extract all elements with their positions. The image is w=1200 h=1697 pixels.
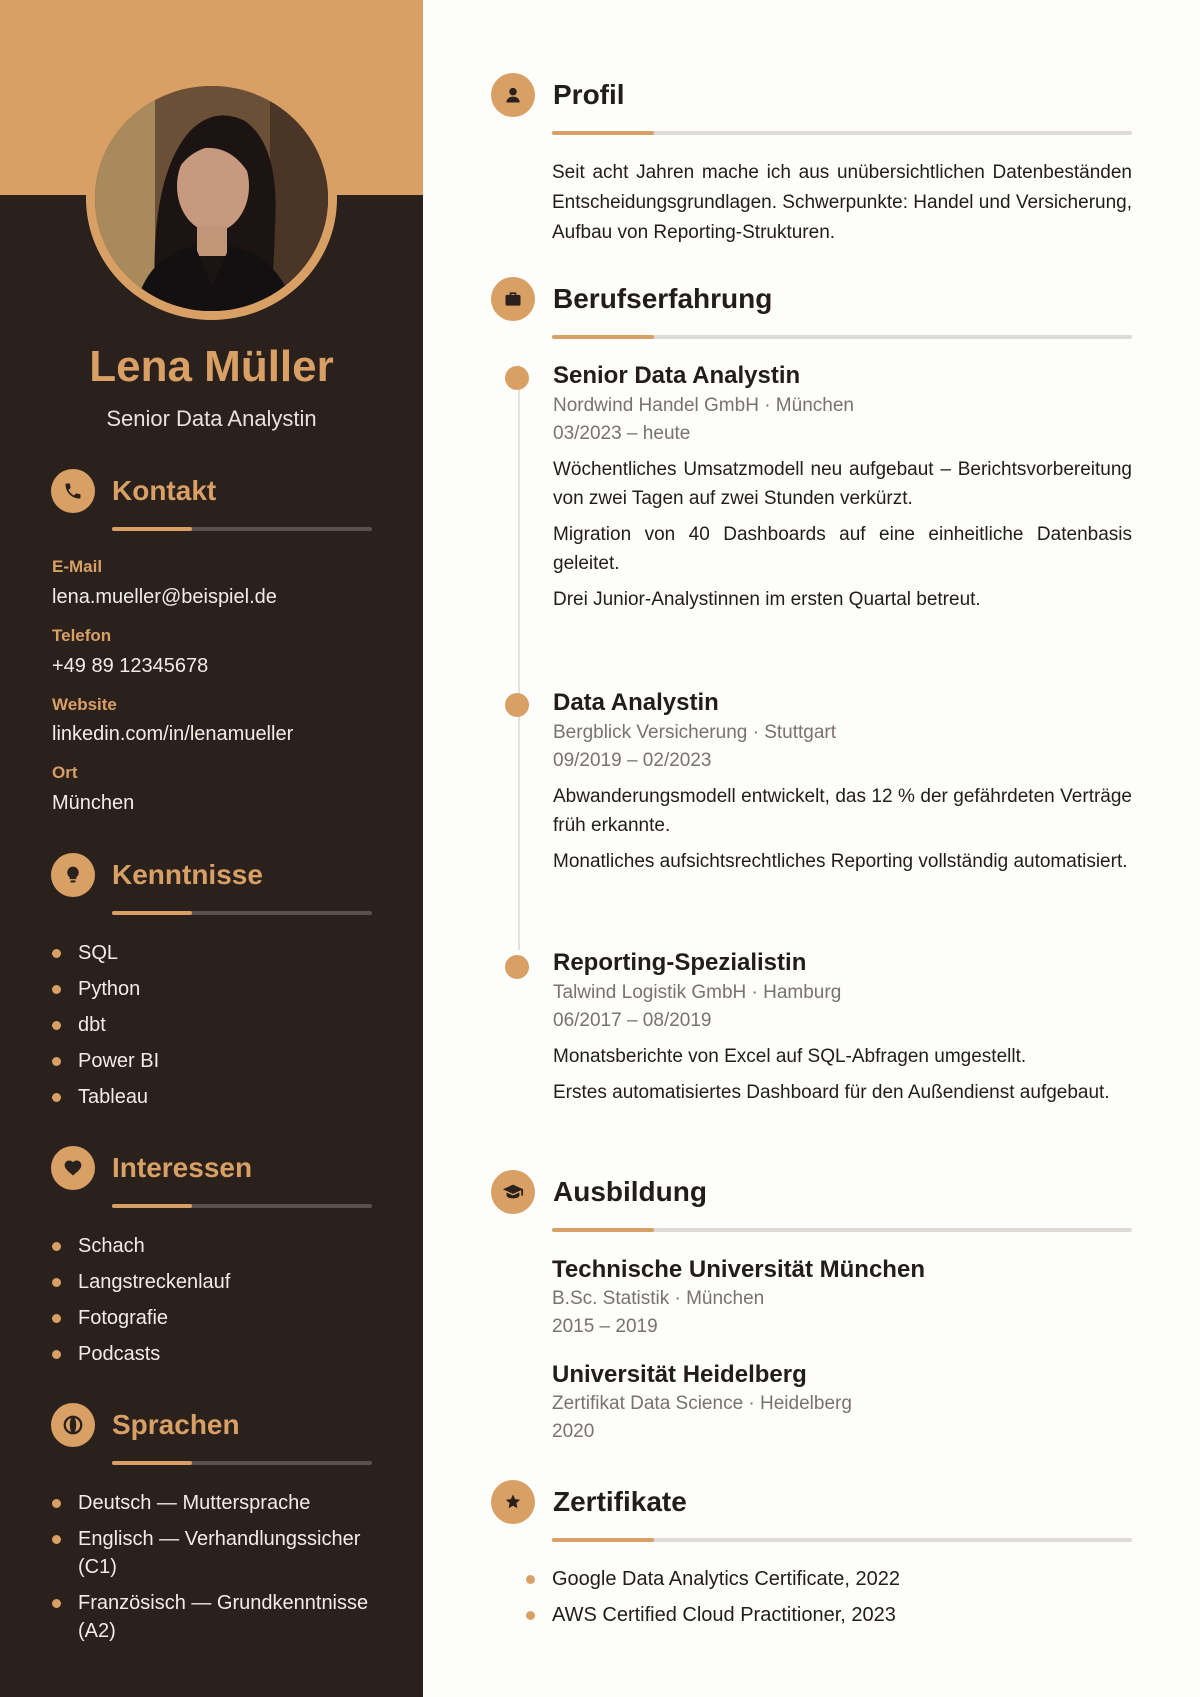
education-institution: Universität Heidelberg	[552, 1361, 807, 1388]
avatar-portrait	[95, 86, 328, 311]
star-badge-icon	[491, 1480, 535, 1524]
education-degree: Zertifikat Data Science · Heidelberg	[552, 1393, 852, 1414]
list-item: SQL	[52, 939, 372, 967]
section-title: Berufserfahrung	[553, 283, 773, 314]
timeline-dot	[505, 366, 529, 390]
person-name: Lena Müller	[89, 342, 334, 391]
section-divider	[552, 1538, 1132, 1542]
website-label: Website	[52, 695, 117, 714]
list-item: Englisch — Verhandlungssicher (C1)	[52, 1525, 372, 1581]
section-heading-zertifikate	[491, 1480, 687, 1524]
section-divider	[552, 1228, 1132, 1232]
job-title: Data Analystin	[553, 689, 719, 716]
section-title: Interessen	[112, 1152, 253, 1183]
phone-icon	[51, 469, 95, 513]
person-role: Senior Data Analystin	[106, 406, 317, 431]
certificates-list	[526, 1565, 1132, 1637]
list-item: Schach	[52, 1232, 372, 1260]
section-divider	[112, 1204, 372, 1208]
job-bullets	[553, 455, 1132, 614]
education-dates: 2015 – 2019	[552, 1316, 658, 1337]
list-item: Migration von 40 Dashboards auf eine einheitliche Datenbasis geleitet.	[553, 524, 1132, 574]
section-title: Profil	[553, 79, 625, 110]
location-value: München	[52, 792, 135, 814]
interests-list	[52, 1232, 372, 1376]
job-company: Nordwind Handel GmbH · München	[553, 395, 854, 416]
list-item: Deutsch — Muttersprache	[52, 1489, 372, 1517]
job-entry	[553, 688, 1132, 883]
section-title: Kontakt	[112, 475, 217, 506]
graduation-cap-icon	[491, 1170, 535, 1214]
profile-summary: Seit acht Jahren mache ich aus unübersichtlichen Datenbeständen Entscheidungsgrundlagen. Schwerpunkte: Handel und Versicherung, Aufbau von Reporting-Strukturen.	[552, 162, 1132, 243]
education-degree: B.Sc. Statistik · München	[552, 1288, 765, 1309]
job-bullets	[553, 1042, 1132, 1107]
email-label: E-Mail	[52, 557, 103, 576]
section-title: Zertifikate	[553, 1486, 687, 1517]
skills-list	[52, 939, 372, 1119]
list-item: Tableau	[52, 1083, 372, 1111]
user-icon	[491, 73, 535, 117]
education-entry	[552, 1360, 1132, 1446]
section-title: Sprachen	[112, 1409, 240, 1440]
timeline-dot	[505, 693, 529, 717]
briefcase-icon	[491, 277, 535, 321]
list-item: Langstreckenlauf	[52, 1268, 372, 1296]
job-title: Reporting-Spezialistin	[553, 949, 807, 976]
avatar	[95, 86, 328, 311]
section-heading-kenntnisse	[51, 853, 263, 897]
list-item: Erstes automatisiertes Dashboard für den Außendienst aufgebaut.	[553, 1082, 1110, 1103]
section-heading-berufserfahrung	[491, 277, 772, 321]
section-heading-sprachen	[51, 1403, 240, 1447]
section-heading-profil	[491, 73, 625, 117]
section-divider	[112, 1461, 372, 1465]
list-item: Wöchentliches Umsatzmodell neu aufgebaut – Berichtsvorbereitung von zwei Tagen auf zwei Stunden verkürzt.	[553, 459, 1132, 509]
list-item: Monatsberichte von Excel auf SQL-Abfragen umgestellt.	[553, 1046, 1027, 1067]
timeline-dot	[505, 955, 529, 979]
section-divider	[552, 131, 1132, 135]
list-item: dbt	[52, 1011, 372, 1039]
job-bullets	[553, 782, 1132, 876]
timeline-line	[518, 365, 520, 950]
website-value[interactable]: linkedin.com/in/lenamueller	[52, 723, 294, 745]
section-divider	[112, 527, 372, 531]
phone-label: Telefon	[52, 626, 112, 645]
job-entry	[553, 361, 1132, 621]
job-dates: 06/2017 – 08/2019	[553, 1010, 712, 1031]
education-institution: Technische Universität München	[552, 1256, 925, 1283]
phone-value[interactable]: +49 89 12345678	[52, 655, 209, 677]
lightbulb-icon	[51, 853, 95, 897]
list-item: AWS Certified Cloud Practitioner, 2023	[526, 1601, 1132, 1629]
section-divider	[112, 911, 372, 915]
section-title: Ausbildung	[553, 1176, 707, 1207]
list-item: Python	[52, 975, 372, 1003]
job-company: Talwind Logistik GmbH · Hamburg	[553, 982, 842, 1003]
avatar-ring	[86, 77, 337, 320]
list-item: Podcasts	[52, 1340, 372, 1368]
job-entry	[553, 948, 1132, 1114]
sidebar	[0, 0, 423, 1697]
education-dates: 2020	[552, 1421, 595, 1442]
location-label: Ort	[52, 763, 78, 782]
education-entry	[552, 1255, 1132, 1341]
job-company: Bergblick Versicherung · Stuttgart	[553, 722, 837, 743]
job-dates: 03/2023 – heute	[553, 423, 691, 444]
job-dates: 09/2019 – 02/2023	[553, 750, 712, 771]
list-item: Drei Junior-Analystinnen im ersten Quartal betreut.	[553, 589, 981, 610]
list-item: Fotografie	[52, 1304, 372, 1332]
languages-list	[52, 1489, 372, 1653]
section-heading-kontakt	[51, 469, 216, 513]
list-item: Power BI	[52, 1047, 372, 1075]
section-heading-interessen	[51, 1146, 252, 1190]
job-title: Senior Data Analystin	[553, 362, 801, 389]
list-item: Abwanderungsmodell entwickelt, das 12 % der gefährdeten Verträge früh erkannte.	[553, 786, 1132, 836]
section-heading-ausbildung	[491, 1170, 707, 1214]
section-divider	[552, 335, 1132, 339]
heart-icon	[51, 1146, 95, 1190]
email-value[interactable]: lena.mueller@beispiel.de	[52, 586, 277, 608]
section-title: Kenntnisse	[112, 859, 263, 890]
list-item: Französisch — Grundkenntnisse (A2)	[52, 1589, 372, 1645]
list-item: Google Data Analytics Certificate, 2022	[526, 1565, 1132, 1593]
list-item: Monatliches aufsichtsrechtliches Reporting vollständig automatisiert.	[553, 851, 1128, 872]
globe-icon	[51, 1403, 95, 1447]
